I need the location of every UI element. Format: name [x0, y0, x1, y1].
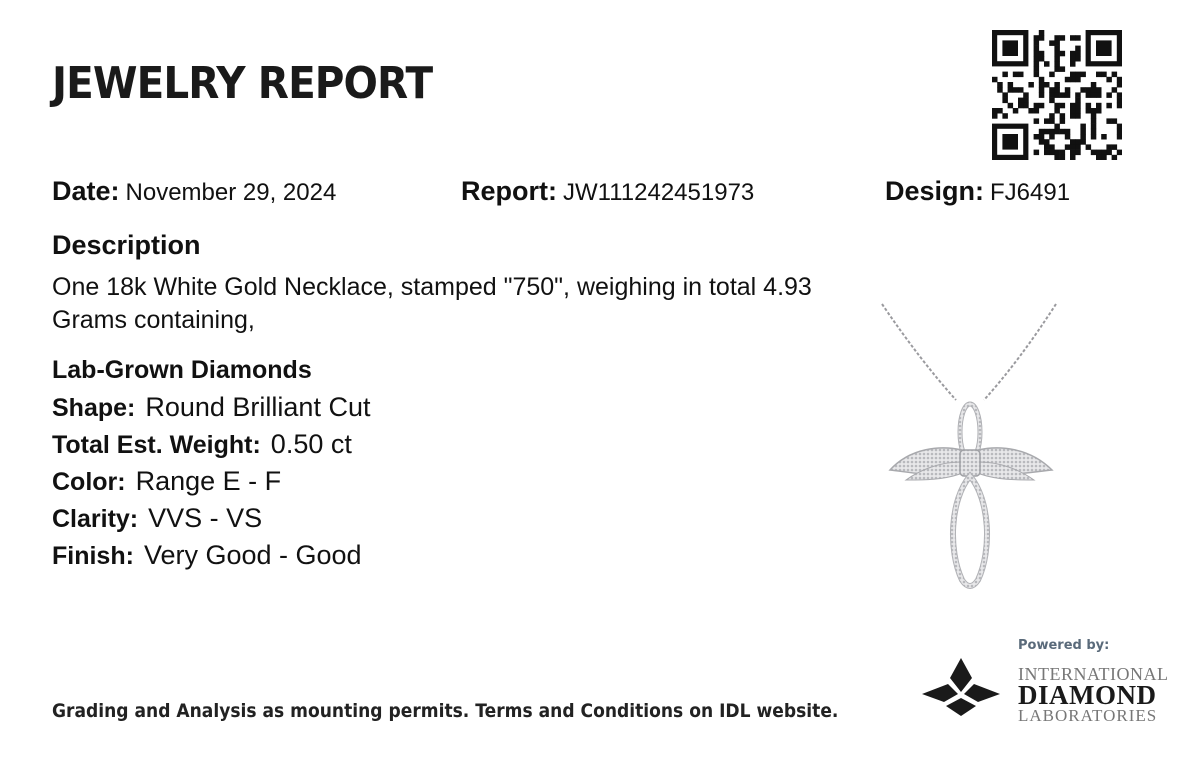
spec-row-clarity — [52, 503, 262, 534]
footer-disclaimer: Grading and Analysis as mounting permits. Terms and Conditions on IDL website. — [52, 700, 839, 722]
spec-label: Color: — [52, 468, 126, 496]
spec-value: Range E - F — [135, 466, 282, 496]
page-title: JEWELRY REPORT — [52, 58, 433, 109]
design-label: Design: — [885, 176, 985, 206]
report-field — [461, 176, 754, 207]
date-value: November 29, 2024 — [125, 179, 337, 206]
spec-label: Clarity: — [52, 505, 139, 533]
qr-code-icon — [992, 30, 1122, 160]
spec-label: Finish: — [52, 542, 134, 570]
spec-row-weight — [52, 429, 352, 460]
idl-logo-icon — [920, 656, 1002, 726]
stones-heading: Lab-Grown Diamonds — [52, 356, 312, 384]
powered-by-label: Powered by: — [1018, 638, 1110, 653]
spec-label: Total Est. Weight: — [52, 431, 261, 459]
description-heading: Description — [52, 230, 201, 260]
spec-row-finish — [52, 540, 362, 571]
spec-row-shape — [52, 392, 370, 423]
report-label: Report: — [461, 176, 557, 206]
spec-row-color — [52, 466, 281, 497]
idl-line-diamond: DIAMOND — [1018, 680, 1157, 710]
design-value: FJ6491 — [990, 179, 1071, 206]
spec-value: 0.50 ct — [270, 429, 352, 459]
date-field — [52, 176, 336, 207]
date-label: Date: — [52, 176, 120, 206]
idl-line-international: INTERNATIONAL — [1018, 664, 1169, 684]
design-field — [885, 176, 1070, 207]
description-text: One 18k White Gold Necklace, stamped "750", weighing in total 4.93 Grams containing, — [52, 273, 812, 334]
spec-value: VVS - VS — [148, 503, 263, 533]
report-value: JW111242451973 — [563, 179, 755, 206]
spec-value: Very Good - Good — [143, 540, 362, 570]
idl-line-laboratories: LABORATORIES — [1018, 706, 1158, 725]
angel-cross-pendant-photo — [870, 300, 1070, 595]
spec-value: Round Brilliant Cut — [145, 392, 371, 422]
spec-label: Shape: — [52, 394, 136, 422]
